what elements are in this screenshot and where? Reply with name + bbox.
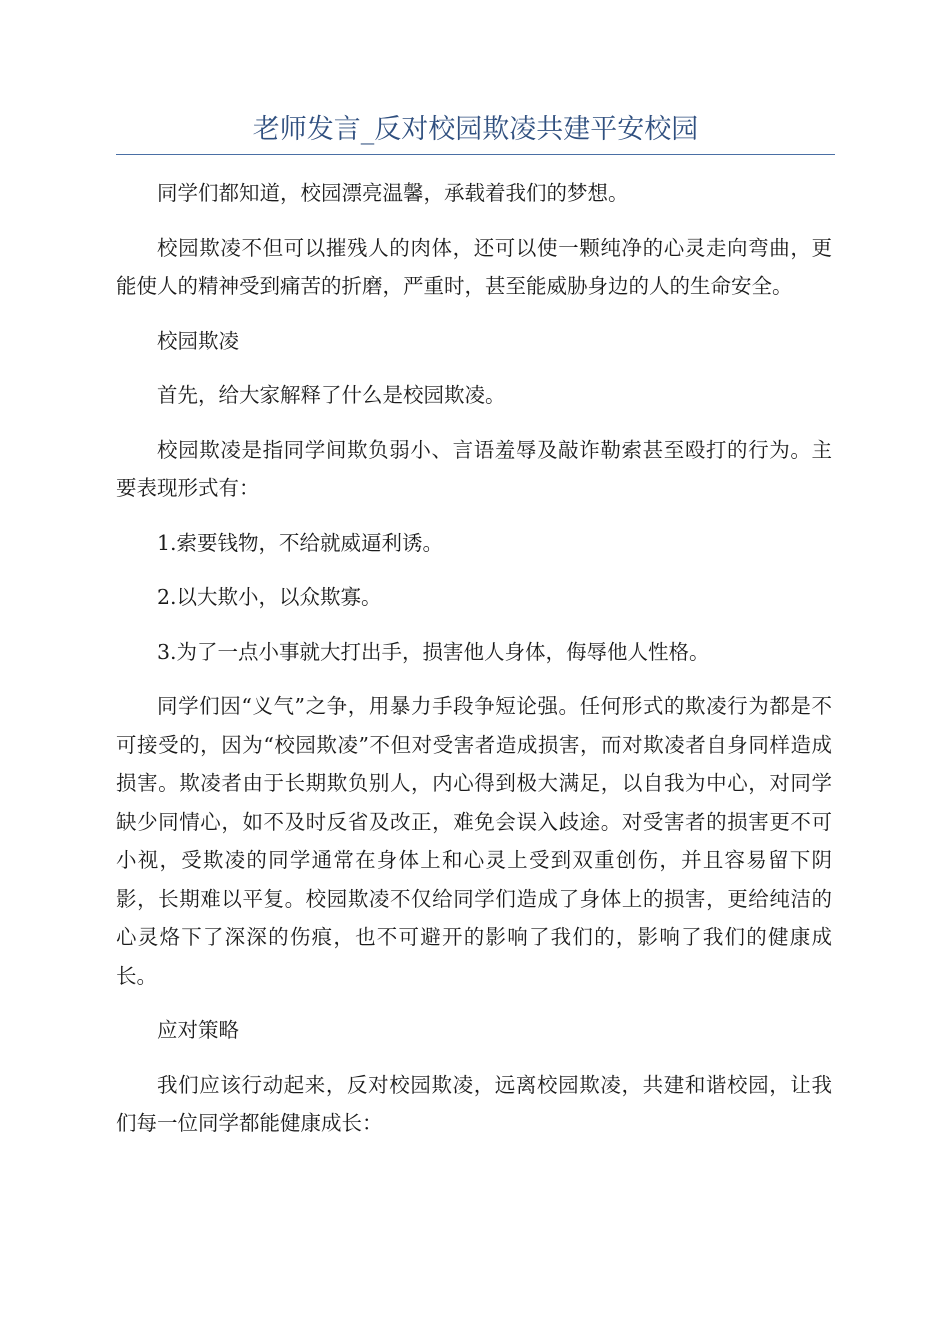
document-body: [116, 174, 832, 1159]
list-item-3: 3.为了一点小事就大打出手，损害他人身体，侮辱他人性格。: [157, 639, 710, 664]
list-item-1: 1.索要钱物，不给就威逼利诱。: [157, 530, 444, 555]
page-title: 老师发言_反对校园欺凌共建平安校园: [252, 114, 699, 145]
paragraph-harm: 校园欺凌不但可以摧残人的肉体，还可以使一颗纯净的心灵走向弯曲，更能使人的精神受到痛苦的折磨，严重时，甚至能威胁身边的人的生命安全。: [116, 235, 832, 298]
section-heading-bullying: 校园欺凌: [157, 328, 239, 353]
section-heading-strategy: 应对策略: [157, 1018, 239, 1042]
paragraph-intro: 同学们都知道，校园漂亮温馨，承载着我们的梦想。: [157, 181, 629, 205]
title-underline: [116, 154, 835, 155]
paragraph-consequences: 同学们因“义气”之争，用暴力手段争短论强。任何形式的欺凌行为都是不可接受的，因为“校园欺凌”不但对受害者造成损害，而对欺凌者自身同样造成损害。欺凌者由于长期欺负别人，内心得到极大满足，以自我为中心，对同学缺少同情心，如不及时反省及改正，难免会误入歧途。对受害者的损害更不可小视，受欺凌的同学通常在身体上和心灵上受到双重创伤，并且容易留下阴影，长期难以平复。校园欺凌不仅给同学们造成了身体上的损害，更给纯洁的心灵烙下了深深的伤痕，也不可避开的影响了我们的，影响了我们的健康成长。: [116, 694, 832, 988]
list-item-2: 2.以大欺小，以众欺寡。: [157, 585, 382, 609]
paragraph-call-to-action: 我们应该行动起来，反对校园欺凌，远离校园欺凌，共建和谐校园，让我们每一位同学都能健康成长：: [116, 1072, 832, 1135]
paragraph-explain: 首先，给大家解释了什么是校园欺凌。: [157, 383, 506, 407]
paragraph-definition: 校园欺凌是指同学间欺负弱小、言语羞辱及敲诈勒索甚至殴打的行为。主要表现形式有：: [116, 437, 832, 500]
title-block: [116, 110, 835, 155]
